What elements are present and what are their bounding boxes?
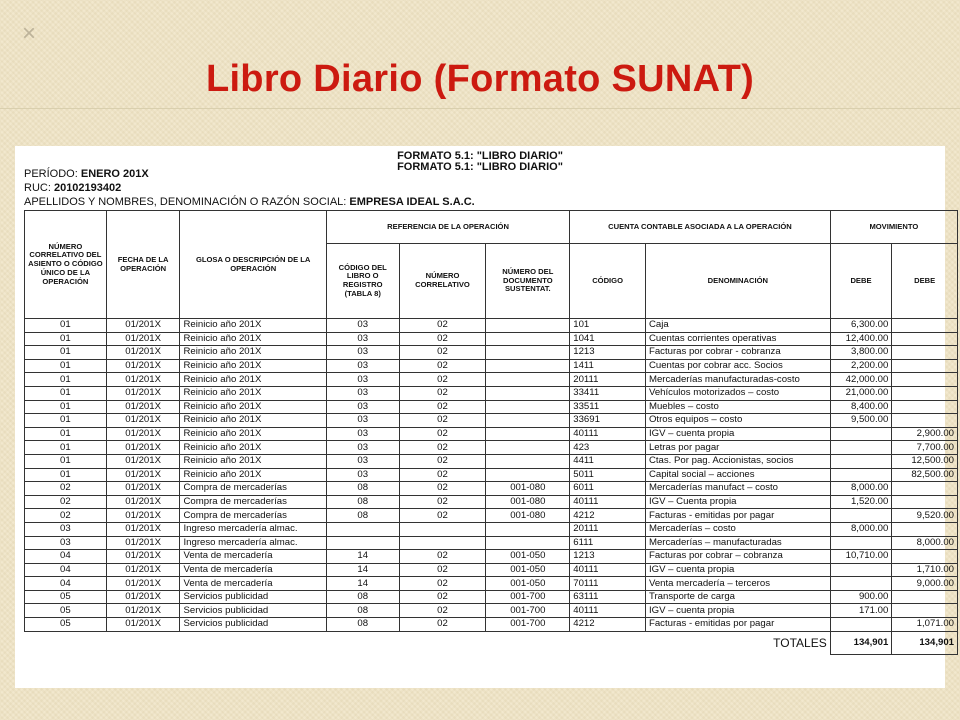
cell-codigo: 6111: [570, 536, 646, 550]
cell-fecha: 01/201X: [106, 536, 180, 550]
cell-debe: 900.00: [830, 590, 892, 604]
cell-libro: 14: [326, 563, 399, 577]
cell-glosa: Reinicio año 201X: [180, 332, 326, 346]
cell-glosa: Reinicio año 201X: [180, 373, 326, 387]
cell-glosa: Ingreso mercadería almac.: [180, 536, 326, 550]
cell-haber: [892, 604, 958, 618]
cell-debe: 2,200.00: [830, 359, 892, 373]
cell-codigo: 40111: [570, 604, 646, 618]
cell-haber: 1,071.00: [892, 618, 958, 632]
cell-debe: 10,710.00: [830, 550, 892, 564]
cell-denominacion: Facturas - emitidas por pagar: [645, 509, 830, 523]
cell-fecha: 01/201X: [106, 414, 180, 428]
cell-correlativo: [399, 522, 486, 536]
cell-fecha: 01/201X: [106, 400, 180, 414]
cell-correlativo: 02: [399, 427, 486, 441]
cell-correlativo: 02: [399, 346, 486, 360]
cell-haber: [892, 550, 958, 564]
cell-debe: [830, 509, 892, 523]
cell-correlativo: 02: [399, 577, 486, 591]
cell-documento: [486, 536, 570, 550]
cell-codigo: 40111: [570, 563, 646, 577]
cell-libro: 03: [326, 454, 399, 468]
cell-correlativo: 02: [399, 454, 486, 468]
cell-fecha: 01/201X: [106, 563, 180, 577]
cell-correlativo: 02: [399, 319, 486, 333]
cell-libro: 08: [326, 590, 399, 604]
cell-haber: [892, 319, 958, 333]
cell-haber: [892, 482, 958, 496]
cell-codigo: 4212: [570, 509, 646, 523]
cell-correlativo: 02: [399, 400, 486, 414]
cell-documento: [486, 346, 570, 360]
cell-numero: 05: [25, 590, 107, 604]
table-row: [25, 618, 958, 632]
cell-documento: [486, 454, 570, 468]
cell-codigo: 101: [570, 319, 646, 333]
cell-glosa: Reinicio año 201X: [180, 346, 326, 360]
cell-numero: 04: [25, 563, 107, 577]
table-row: [25, 427, 958, 441]
cell-documento: [486, 332, 570, 346]
cell-libro: 03: [326, 400, 399, 414]
cell-documento: [486, 319, 570, 333]
cell-libro: 03: [326, 319, 399, 333]
cell-libro: 03: [326, 359, 399, 373]
header-movimiento: MOVIMIENTO: [830, 211, 957, 244]
cell-numero: 02: [25, 495, 107, 509]
cell-haber: 8,000.00: [892, 536, 958, 550]
table-row: [25, 346, 958, 360]
header-debe-2: DEBE: [892, 244, 958, 319]
cell-documento: [486, 427, 570, 441]
cell-codigo: 6011: [570, 482, 646, 496]
razon-social-value: EMPRESA IDEAL S.A.C.: [349, 196, 475, 208]
cell-debe: [830, 468, 892, 482]
cell-numero: 03: [25, 536, 107, 550]
cell-denominacion: Facturas por cobrar - cobranza: [645, 346, 830, 360]
cell-glosa: Reinicio año 201X: [180, 468, 326, 482]
cell-codigo: 70111: [570, 577, 646, 591]
cell-denominacion: Mercaderías manufacturadas-costo: [645, 373, 830, 387]
cell-documento: [486, 400, 570, 414]
cell-documento: [486, 468, 570, 482]
table-row: [25, 482, 958, 496]
cell-glosa: Compra de mercaderías: [180, 509, 326, 523]
cell-denominacion: Otros equipos – costo: [645, 414, 830, 428]
slide-title: Libro Diario (Formato SUNAT): [205, 58, 755, 100]
header-cuenta-contable: CUENTA CONTABLE ASOCIADA A LA OPERACIÓN: [570, 211, 830, 244]
format-line-2: FORMATO 5.1: "LIBRO DIARIO": [397, 161, 563, 173]
cell-fecha: 01/201X: [106, 550, 180, 564]
cell-documento: 001-080: [486, 482, 570, 496]
cell-denominacion: Cuentas por cobrar acc. Socios: [645, 359, 830, 373]
libro-diario-table: [24, 210, 958, 655]
cell-numero: 05: [25, 618, 107, 632]
table-row: [25, 604, 958, 618]
header-numero-documento: NÚMERO DEL DOCUMENTO SUSTENTAT.: [486, 244, 570, 319]
cell-libro: 14: [326, 577, 399, 591]
cell-correlativo: 02: [399, 550, 486, 564]
cell-glosa: Reinicio año 201X: [180, 386, 326, 400]
format-line-1: FORMATO 5.1: "LIBRO DIARIO": [397, 150, 563, 162]
cell-libro: 03: [326, 427, 399, 441]
ruc-label: RUC:: [24, 182, 51, 194]
cell-haber: [892, 346, 958, 360]
cell-fecha: 01/201X: [106, 590, 180, 604]
table-row: [25, 468, 958, 482]
cell-libro: 08: [326, 482, 399, 496]
cell-denominacion: Mercaderías – manufacturadas: [645, 536, 830, 550]
cell-numero: 02: [25, 482, 107, 496]
header-numero-correlativo: NÚMERO CORRELATIVO DEL ASIENTO O CÓDIGO ÚNICO DE LA OPERACIÓN: [25, 211, 107, 319]
cell-haber: [892, 386, 958, 400]
slide-bullet-mark: ×: [22, 20, 37, 47]
cell-libro: 14: [326, 550, 399, 564]
cell-numero: 01: [25, 400, 107, 414]
cell-glosa: Servicios publicidad: [180, 604, 326, 618]
table-row: [25, 495, 958, 509]
cell-debe: 8,000.00: [830, 522, 892, 536]
cell-fecha: 01/201X: [106, 482, 180, 496]
table-row: [25, 454, 958, 468]
cell-codigo: 20111: [570, 522, 646, 536]
periodo-line: [24, 168, 149, 180]
cell-libro: 08: [326, 495, 399, 509]
cell-glosa: Reinicio año 201X: [180, 400, 326, 414]
razon-social-line: [24, 196, 475, 208]
cell-haber: 12,500.00: [892, 454, 958, 468]
cell-libro: 03: [326, 414, 399, 428]
cell-denominacion: IGV – cuenta propia: [645, 427, 830, 441]
cell-glosa: Servicios publicidad: [180, 618, 326, 632]
header-denominacion: DENOMINACIÓN: [645, 244, 830, 319]
table-row: [25, 359, 958, 373]
cell-denominacion: Ctas. Por pag. Accionistas, socios: [645, 454, 830, 468]
cell-denominacion: Caja: [645, 319, 830, 333]
cell-codigo: 63111: [570, 590, 646, 604]
cell-debe: [830, 577, 892, 591]
cell-correlativo: 02: [399, 482, 486, 496]
cell-debe: 8,000.00: [830, 482, 892, 496]
cell-debe: [830, 563, 892, 577]
cell-haber: [892, 495, 958, 509]
table-row: [25, 590, 958, 604]
cell-denominacion: Facturas por cobrar – cobranza: [645, 550, 830, 564]
cell-haber: [892, 359, 958, 373]
cell-glosa: Reinicio año 201X: [180, 414, 326, 428]
cell-debe: [830, 536, 892, 550]
cell-debe: 3,800.00: [830, 346, 892, 360]
cell-documento: 001-700: [486, 590, 570, 604]
cell-libro: 08: [326, 604, 399, 618]
cell-codigo: 33511: [570, 400, 646, 414]
ledger-body: [25, 319, 958, 632]
cell-correlativo: 02: [399, 604, 486, 618]
cell-haber: [892, 332, 958, 346]
cell-numero: 04: [25, 550, 107, 564]
cell-denominacion: Facturas - emitidas por pagar: [645, 618, 830, 632]
header-fecha: FECHA DE LA OPERACIÓN: [106, 211, 180, 319]
cell-debe: 12,400.00: [830, 332, 892, 346]
header-codigo-libro: CÓDIGO DEL LIBRO O REGISTRO (TABLA 8): [326, 244, 399, 319]
cell-codigo: 40111: [570, 427, 646, 441]
cell-numero: 01: [25, 319, 107, 333]
cell-correlativo: 02: [399, 359, 486, 373]
cell-haber: [892, 522, 958, 536]
cell-numero: 01: [25, 454, 107, 468]
cell-documento: [486, 386, 570, 400]
table-row: [25, 373, 958, 387]
table-row: [25, 319, 958, 333]
cell-glosa: Reinicio año 201X: [180, 427, 326, 441]
cell-glosa: Compra de mercaderías: [180, 495, 326, 509]
cell-codigo: 40111: [570, 495, 646, 509]
title-divider: [0, 108, 960, 109]
cell-correlativo: 02: [399, 332, 486, 346]
cell-denominacion: Letras por pagar: [645, 441, 830, 455]
cell-denominacion: Cuentas corrientes operativas: [645, 332, 830, 346]
cell-documento: [486, 441, 570, 455]
cell-haber: 82,500.00: [892, 468, 958, 482]
cell-fecha: 01/201X: [106, 332, 180, 346]
cell-documento: [486, 373, 570, 387]
table-row: [25, 414, 958, 428]
cell-denominacion: IGV – cuenta propia: [645, 563, 830, 577]
cell-debe: 171.00: [830, 604, 892, 618]
cell-denominacion: Mercaderías – costo: [645, 522, 830, 536]
cell-correlativo: 02: [399, 563, 486, 577]
cell-codigo: 4212: [570, 618, 646, 632]
cell-libro: 03: [326, 386, 399, 400]
cell-fecha: 01/201X: [106, 618, 180, 632]
cell-libro: [326, 522, 399, 536]
cell-codigo: 423: [570, 441, 646, 455]
cell-debe: [830, 441, 892, 455]
cell-debe: [830, 454, 892, 468]
cell-glosa: Compra de mercaderías: [180, 482, 326, 496]
cell-numero: 01: [25, 386, 107, 400]
table-row: [25, 563, 958, 577]
cell-fecha: 01/201X: [106, 359, 180, 373]
header-referencia: REFERENCIA DE LA OPERACIÓN: [326, 211, 569, 244]
table-row: [25, 536, 958, 550]
cell-glosa: Servicios publicidad: [180, 590, 326, 604]
header-debe: DEBE: [830, 244, 892, 319]
cell-libro: 03: [326, 441, 399, 455]
cell-fecha: 01/201X: [106, 577, 180, 591]
cell-correlativo: 02: [399, 495, 486, 509]
table-row: [25, 441, 958, 455]
cell-haber: 2,900.00: [892, 427, 958, 441]
ledger-document: [15, 146, 954, 688]
cell-debe: 21,000.00: [830, 386, 892, 400]
cell-codigo: 5011: [570, 468, 646, 482]
document-header: [15, 146, 945, 210]
periodo-value: ENERO 201X: [80, 168, 149, 180]
cell-correlativo: 02: [399, 441, 486, 455]
cell-libro: 03: [326, 468, 399, 482]
cell-denominacion: Capital social – acciones: [645, 468, 830, 482]
cell-denominacion: Venta mercadería – terceros: [645, 577, 830, 591]
cell-numero: 01: [25, 332, 107, 346]
cell-glosa: Reinicio año 201X: [180, 454, 326, 468]
totals-haber: 134,901: [892, 631, 958, 654]
header-numero-correlativo-ref: NÚMERO CORRELATIVO: [399, 244, 486, 319]
cell-fecha: 01/201X: [106, 373, 180, 387]
cell-fecha: 01/201X: [106, 441, 180, 455]
cell-debe: 42,000.00: [830, 373, 892, 387]
cell-numero: 01: [25, 414, 107, 428]
header-codigo: CÓDIGO: [570, 244, 646, 319]
cell-correlativo: 02: [399, 386, 486, 400]
cell-correlativo: 02: [399, 414, 486, 428]
cell-correlativo: [399, 536, 486, 550]
cell-fecha: 01/201X: [106, 509, 180, 523]
cell-documento: [486, 359, 570, 373]
totals-debe: 134,901: [830, 631, 892, 654]
cell-denominacion: IGV – Cuenta propia: [645, 495, 830, 509]
table-row: [25, 509, 958, 523]
cell-glosa: Venta de mercadería: [180, 577, 326, 591]
cell-documento: [486, 522, 570, 536]
cell-correlativo: 02: [399, 590, 486, 604]
cell-denominacion: Transporte de carga: [645, 590, 830, 604]
cell-glosa: Venta de mercadería: [180, 550, 326, 564]
cell-fecha: 01/201X: [106, 604, 180, 618]
cell-glosa: Ingreso mercadería almac.: [180, 522, 326, 536]
totals-row: [25, 631, 958, 654]
cell-numero: 02: [25, 509, 107, 523]
cell-correlativo: 02: [399, 509, 486, 523]
table-row: [25, 522, 958, 536]
cell-numero: 01: [25, 427, 107, 441]
cell-debe: 6,300.00: [830, 319, 892, 333]
cell-numero: 05: [25, 604, 107, 618]
cell-codigo: 1213: [570, 346, 646, 360]
cell-codigo: 1411: [570, 359, 646, 373]
table-row: [25, 577, 958, 591]
cell-fecha: 01/201X: [106, 319, 180, 333]
cell-fecha: 01/201X: [106, 468, 180, 482]
cell-libro: 03: [326, 346, 399, 360]
header-glosa: GLOSA O DESCRIPCIÓN DE LA OPERACIÓN: [180, 211, 326, 319]
cell-numero: 04: [25, 577, 107, 591]
cell-glosa: Reinicio año 201X: [180, 441, 326, 455]
ruc-value: 20102193402: [53, 182, 122, 194]
cell-debe: [830, 618, 892, 632]
cell-numero: 01: [25, 359, 107, 373]
cell-fecha: 01/201X: [106, 495, 180, 509]
cell-documento: 001-050: [486, 577, 570, 591]
razon-social-label: APELLIDOS Y NOMBRES, DENOMINACIÓN O RAZÓN SOCIAL:: [24, 196, 347, 208]
cell-fecha: 01/201X: [106, 346, 180, 360]
table-row: [25, 386, 958, 400]
cell-documento: 001-050: [486, 563, 570, 577]
cell-libro: 08: [326, 618, 399, 632]
cell-libro: 03: [326, 373, 399, 387]
cell-glosa: Venta de mercadería: [180, 563, 326, 577]
cell-documento: 001-080: [486, 495, 570, 509]
table-row: [25, 332, 958, 346]
cell-documento: [486, 414, 570, 428]
cell-denominacion: Vehículos motorizados – costo: [645, 386, 830, 400]
cell-libro: 08: [326, 509, 399, 523]
cell-fecha: 01/201X: [106, 522, 180, 536]
cell-correlativo: 02: [399, 468, 486, 482]
table-row: [25, 400, 958, 414]
cell-numero: 03: [25, 522, 107, 536]
cell-debe: 8,400.00: [830, 400, 892, 414]
cell-fecha: 01/201X: [106, 427, 180, 441]
cell-documento: 001-080: [486, 509, 570, 523]
cell-codigo: 1213: [570, 550, 646, 564]
cell-libro: 03: [326, 332, 399, 346]
cell-glosa: Reinicio año 201X: [180, 319, 326, 333]
cell-libro: [326, 536, 399, 550]
cell-documento: 001-700: [486, 604, 570, 618]
cell-haber: [892, 373, 958, 387]
cell-fecha: 01/201X: [106, 386, 180, 400]
cell-denominacion: Mercaderías manufact – costo: [645, 482, 830, 496]
cell-haber: [892, 400, 958, 414]
cell-haber: 7,700.00: [892, 441, 958, 455]
cell-codigo: 1041: [570, 332, 646, 346]
ruc-line: [24, 182, 121, 194]
cell-haber: 1,710.00: [892, 563, 958, 577]
periodo-label: PERÍODO:: [24, 168, 78, 180]
cell-haber: 9,000.00: [892, 577, 958, 591]
cell-numero: 01: [25, 468, 107, 482]
cell-denominacion: Muebles – costo: [645, 400, 830, 414]
cell-fecha: 01/201X: [106, 454, 180, 468]
cell-codigo: 33691: [570, 414, 646, 428]
cell-haber: [892, 590, 958, 604]
cell-haber: 9,520.00: [892, 509, 958, 523]
cell-haber: [892, 414, 958, 428]
cell-debe: [830, 427, 892, 441]
cell-debe: 1,520.00: [830, 495, 892, 509]
cell-codigo: 33411: [570, 386, 646, 400]
cell-numero: 01: [25, 441, 107, 455]
cell-debe: 9,500.00: [830, 414, 892, 428]
cell-codigo: 4411: [570, 454, 646, 468]
totals-label: TOTALES: [773, 635, 827, 650]
cell-correlativo: 02: [399, 618, 486, 632]
cell-documento: 001-700: [486, 618, 570, 632]
table-row: [25, 550, 958, 564]
cell-codigo: 20111: [570, 373, 646, 387]
cell-numero: 01: [25, 373, 107, 387]
cell-glosa: Reinicio año 201X: [180, 359, 326, 373]
cell-correlativo: 02: [399, 373, 486, 387]
cell-documento: 001-050: [486, 550, 570, 564]
cell-denominacion: IGV – cuenta propia: [645, 604, 830, 618]
cell-numero: 01: [25, 346, 107, 360]
